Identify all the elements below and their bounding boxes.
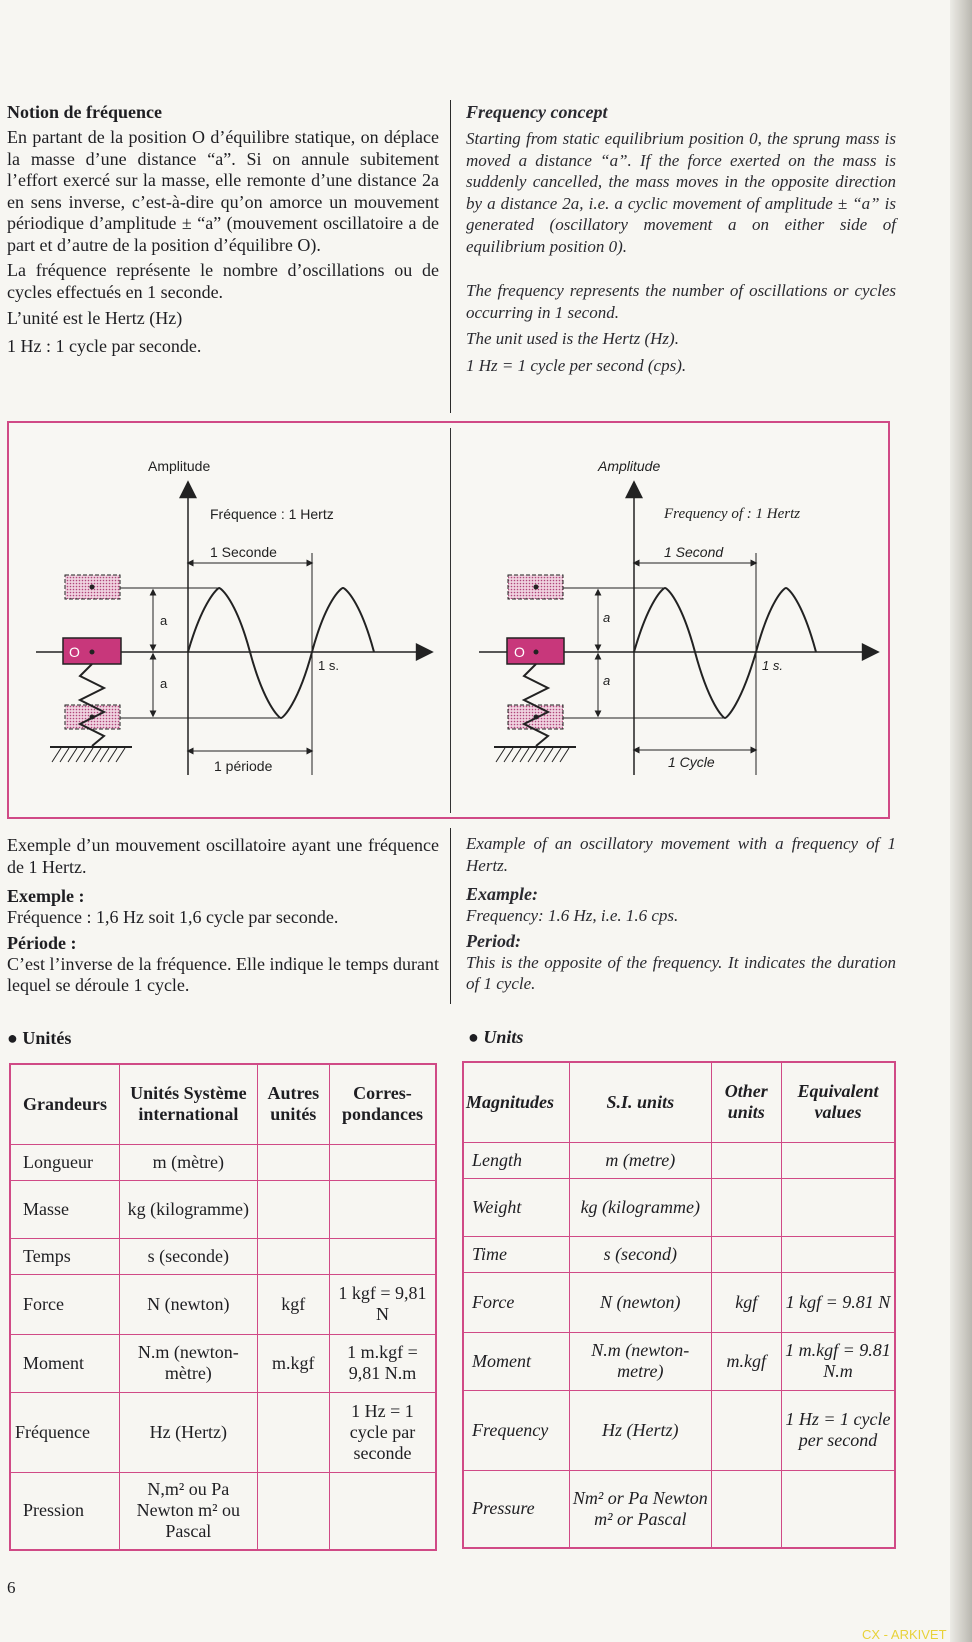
table-row bbox=[463, 1470, 895, 1548]
fr-sine-wave bbox=[188, 588, 374, 718]
en-one-s-label: 1 s. bbox=[762, 658, 783, 673]
fr-cell: N (newton) bbox=[120, 1274, 258, 1334]
fr-mass-point bbox=[90, 650, 95, 655]
fr-cell: Fréquence bbox=[10, 1392, 120, 1472]
en-cell: m.kgf bbox=[711, 1332, 781, 1390]
fr-o-label: O bbox=[69, 644, 80, 660]
fr-example-title: Exemple : bbox=[7, 886, 85, 906]
fr-para3: L’unité est le Hertz (Hz) bbox=[7, 308, 183, 328]
en-para3: The unit used is the Hertz (Hz). bbox=[466, 329, 679, 348]
table-row bbox=[463, 1390, 895, 1470]
table-row bbox=[463, 1142, 895, 1178]
table-header-row bbox=[10, 1064, 436, 1144]
fr-cell: Force bbox=[10, 1274, 120, 1334]
table-row bbox=[10, 1144, 436, 1180]
fr-amplitude-label: Amplitude bbox=[148, 458, 211, 474]
en-example-title: Example: bbox=[466, 884, 538, 904]
page-number: 6 bbox=[7, 1578, 16, 1597]
fr-cell: Longueur bbox=[10, 1144, 120, 1180]
en-period-title: Period: bbox=[466, 930, 521, 951]
table-row bbox=[10, 1238, 436, 1274]
fr-cell: Masse bbox=[10, 1180, 120, 1238]
en-cell: N.m (newton-metre) bbox=[569, 1332, 711, 1390]
fr-cell bbox=[257, 1472, 329, 1550]
en-cell: Hz (Hertz) bbox=[569, 1390, 711, 1470]
en-cell: s (second) bbox=[569, 1236, 711, 1272]
en-cell: Weight bbox=[463, 1178, 569, 1236]
fr-para1: En partant de la position O d’équilibre statique, on déplace la masse d’une distance “a”. Si on annule subitement l’effort exercé sur la masse, elle remonte d’une distance 2a en sens inverse, c’est-à-dire qu’on amorce un mouvement périodique d’amplitude ± “a” (mouvement oscillatoire a de part et d’autre de la position d’équilibre O). bbox=[7, 127, 439, 255]
fr-cell bbox=[329, 1144, 436, 1180]
table-row bbox=[463, 1236, 895, 1272]
fr-period-title: Période : bbox=[7, 932, 77, 953]
en-heading: Frequency concept bbox=[466, 102, 608, 122]
en-para4: 1 Hz = 1 cycle per second (cps). bbox=[466, 355, 687, 375]
fr-ground-hatch bbox=[52, 748, 125, 762]
fr-units-heading bbox=[7, 1028, 71, 1049]
en-mass-upper-point bbox=[534, 585, 539, 590]
fr-example-text: Fréquence : 1,6 Hz soit 1,6 cycle par seconde. bbox=[7, 907, 339, 927]
en-period-text: This is the opposite of the frequency. It indicates the duration of 1 cycle. bbox=[466, 952, 896, 993]
table-header-row bbox=[463, 1062, 895, 1142]
en-cell: N (newton) bbox=[569, 1272, 711, 1332]
en-header-other-units: Other units bbox=[711, 1062, 781, 1142]
en-cell bbox=[781, 1236, 895, 1272]
en-cell: 1 kgf = 9.81 N bbox=[781, 1272, 895, 1332]
fr-cell bbox=[257, 1238, 329, 1274]
table-row bbox=[463, 1178, 895, 1236]
en-units-table bbox=[462, 1061, 896, 1549]
fr-cell bbox=[257, 1144, 329, 1180]
bullet-icon: ● bbox=[468, 1027, 479, 1047]
table-row bbox=[10, 1274, 436, 1334]
en-frequency-label: Frequency of : 1 Hertz bbox=[664, 506, 801, 522]
column-divider-middle bbox=[450, 828, 451, 1004]
bullet-icon: ● bbox=[7, 1028, 18, 1048]
en-o-label: O bbox=[514, 644, 525, 660]
en-cell: Frequency bbox=[463, 1390, 569, 1470]
en-cell bbox=[711, 1470, 781, 1548]
fr-cell: Pression bbox=[10, 1472, 120, 1550]
table-row bbox=[463, 1332, 895, 1390]
table-row bbox=[10, 1472, 436, 1550]
fr-cell: Temps bbox=[10, 1238, 120, 1274]
en-header-equivalents: Equivalent values bbox=[781, 1062, 895, 1142]
fr-header-other-units: Autres unités bbox=[257, 1064, 329, 1144]
en-header-magnitudes: Magnitudes bbox=[463, 1062, 569, 1142]
fr-cell: s (seconde) bbox=[120, 1238, 258, 1274]
en-cell bbox=[711, 1142, 781, 1178]
fr-second-label: 1 Seconde bbox=[210, 544, 277, 560]
en-cell: Force bbox=[463, 1272, 569, 1332]
en-para2: The frequency represents the number of oscillations or cycles occurring in 1 second. bbox=[466, 281, 896, 322]
en-cell: m (metre) bbox=[569, 1142, 711, 1178]
fr-period-text: C’est l’inverse de la fréquence. Elle indique le temps durant lequel se déroule 1 cycle. bbox=[7, 953, 439, 995]
fr-para4: 1 Hz : 1 cycle par seconde. bbox=[7, 335, 202, 356]
en-cell bbox=[781, 1470, 895, 1548]
fr-cell bbox=[329, 1238, 436, 1274]
fr-units-table bbox=[9, 1063, 437, 1551]
en-amplitude-label: Amplitude bbox=[598, 458, 661, 474]
fr-cell bbox=[257, 1180, 329, 1238]
en-cell: kgf bbox=[711, 1272, 781, 1332]
fr-cell bbox=[329, 1180, 436, 1238]
en-cell: Moment bbox=[463, 1332, 569, 1390]
en-cell: Nm² or Pa Newton m² or Pascal bbox=[569, 1470, 711, 1548]
en-cell: kg (kilogramme) bbox=[569, 1178, 711, 1236]
fr-diagram bbox=[36, 458, 432, 775]
en-cell: 1 Hz = 1 cycle per second bbox=[781, 1390, 895, 1470]
fr-frequency-label: Fréquence : 1 Hertz bbox=[210, 506, 334, 522]
en-caption: Example of an oscillatory movement with a frequency of 1 Hertz. bbox=[466, 834, 896, 875]
fr-a-label-upper: a bbox=[160, 613, 168, 628]
fr-cell: Hz (Hertz) bbox=[120, 1392, 258, 1472]
fr-cell: N,m² ou Pa Newton m² ou Pascal bbox=[120, 1472, 258, 1550]
en-ground-hatch bbox=[496, 748, 569, 762]
en-cell: Time bbox=[463, 1236, 569, 1272]
en-units-title: Units bbox=[483, 1027, 524, 1047]
fr-cell: kg (kilogramme) bbox=[120, 1180, 258, 1238]
en-example-text: Frequency: 1.6 Hz, i.e. 1.6 cps. bbox=[466, 906, 679, 925]
en-diagram bbox=[479, 458, 878, 775]
en-units-heading bbox=[468, 1027, 523, 1048]
en-cell bbox=[781, 1142, 895, 1178]
fr-cell bbox=[329, 1472, 436, 1550]
fr-cell bbox=[257, 1392, 329, 1472]
en-cell bbox=[711, 1236, 781, 1272]
fr-cell: Moment bbox=[10, 1334, 120, 1392]
en-cell: Pressure bbox=[463, 1470, 569, 1548]
fr-middle bbox=[7, 835, 439, 997]
en-middle bbox=[466, 833, 896, 995]
fr-cell: kgf bbox=[257, 1274, 329, 1334]
fr-mass-upper-point bbox=[90, 585, 95, 590]
en-a-label-upper: a bbox=[603, 610, 611, 625]
fr-a-label-lower: a bbox=[160, 676, 168, 691]
watermark-text: CX - ARKIVET bbox=[862, 1627, 947, 1642]
fr-cell: 1 kgf = 9,81 N bbox=[329, 1274, 436, 1334]
table-row bbox=[463, 1272, 895, 1332]
fr-header-si-units: Unités Système international bbox=[120, 1064, 258, 1144]
fr-cell: m.kgf bbox=[257, 1334, 329, 1392]
en-cell: 1 m.kgf = 9.81 N.m bbox=[781, 1332, 895, 1390]
en-header-si-units: S.I. units bbox=[569, 1062, 711, 1142]
en-sine-wave bbox=[634, 588, 816, 718]
fr-header-equivalents: Corres-pondances bbox=[329, 1064, 436, 1144]
fr-heading: Notion de fréquence bbox=[7, 102, 162, 122]
fr-cell: 1 Hz = 1 cycle par seconde bbox=[329, 1392, 436, 1472]
fr-cell: m (mètre) bbox=[120, 1144, 258, 1180]
table-row bbox=[10, 1334, 436, 1392]
fr-cell: 1 m.kgf = 9,81 N.m bbox=[329, 1334, 436, 1392]
en-cell bbox=[711, 1390, 781, 1470]
en-mass-point bbox=[534, 650, 539, 655]
en-second-label: 1 Second bbox=[664, 544, 724, 560]
fr-cell: N.m (newton-mètre) bbox=[120, 1334, 258, 1392]
table-row bbox=[10, 1392, 436, 1472]
table-row bbox=[10, 1180, 436, 1238]
en-cell bbox=[781, 1178, 895, 1236]
en-a-label-lower: a bbox=[603, 673, 611, 688]
fr-units-title: Unités bbox=[22, 1028, 72, 1048]
fr-caption: Exemple d’un mouvement oscillatoire ayant une fréquence de 1 Hertz. bbox=[7, 835, 439, 877]
fr-header-magnitudes: Grandeurs bbox=[10, 1064, 120, 1144]
en-cycle-label: 1 Cycle bbox=[668, 754, 715, 770]
en-para1: Starting from static equilibrium position 0, the sprung mass is moved a distance “a”. If the force exerted on the mass is suddenly cancelled, the mass moves in the opposite direction by a distance 2a, i.e. a cyclic movement of amplitude ± “a” is generated (oscillatory movement a on either side of equilibrium position 0). bbox=[466, 129, 896, 256]
en-cell: Length bbox=[463, 1142, 569, 1178]
fr-para2: La fréquence représente le nombre d’oscillations ou de cycles effectués en 1 seconde. bbox=[7, 260, 439, 302]
en-cell bbox=[711, 1178, 781, 1236]
fr-period-label: 1 période bbox=[214, 758, 273, 774]
fr-one-s-label: 1 s. bbox=[318, 658, 339, 673]
